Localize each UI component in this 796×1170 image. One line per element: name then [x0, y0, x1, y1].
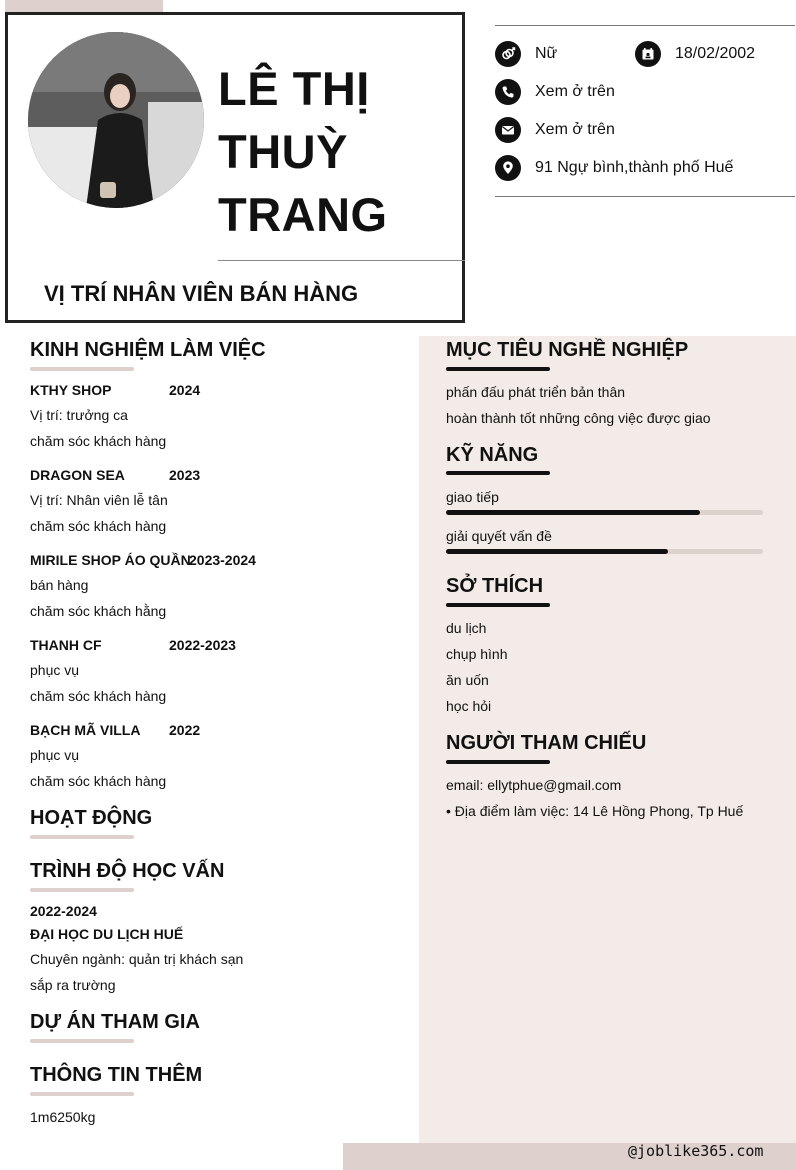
- objective-line: hoàn thành tốt những công việc được giao: [446, 410, 711, 426]
- phone-value: Xem ở trên: [535, 83, 615, 100]
- contact-divider-bottom: [495, 196, 795, 197]
- experience-year: 2022: [169, 722, 201, 738]
- hobby-item: du lịch: [446, 620, 487, 636]
- education-school: ĐẠI HỌC DU LỊCH HUẾ: [30, 926, 184, 942]
- extra-info-text: 1m6250kg: [30, 1109, 96, 1125]
- experience-company: THANH CF: [30, 637, 102, 653]
- contact-divider-top: [495, 25, 795, 26]
- projects-underline: [30, 1039, 134, 1043]
- experience-year: 2022-2023: [169, 637, 236, 653]
- objective-heading: MỤC TIÊU NGHỀ NGHIỆP: [446, 339, 689, 361]
- experience-detail: chăm sóc khách hằng: [30, 603, 167, 619]
- name-divider: [218, 260, 465, 261]
- experience-underline: [30, 367, 134, 371]
- gender-icon: [495, 41, 521, 67]
- hobby-item: chụp hình: [446, 646, 508, 662]
- name-line-1: LÊ THỊ: [218, 62, 370, 115]
- experience-company: KTHY SHOP: [30, 382, 112, 398]
- hobbies-underline: [446, 603, 550, 607]
- hobby-item: ăn uốn: [446, 672, 489, 688]
- full-name: [218, 57, 388, 246]
- experience-detail: phục vụ: [30, 747, 80, 763]
- contact-email: [495, 117, 615, 143]
- experience-detail: Vị trí: trưởng ca: [30, 407, 128, 423]
- education-years: 2022-2024: [30, 903, 97, 919]
- objective-underline: [446, 367, 550, 371]
- skill-bar-fill: [446, 510, 700, 515]
- experience-detail: chăm sóc khách hàng: [30, 518, 167, 534]
- birthday-value: 18/02/2002: [675, 45, 756, 62]
- email-icon: [495, 117, 521, 143]
- contact-gender: [495, 41, 557, 67]
- reference-email: email: ellytphue@gmail.com: [446, 777, 622, 793]
- job-position: VỊ TRÍ NHÂN VIÊN BÁN HÀNG: [44, 281, 359, 306]
- skill-bar: [446, 549, 763, 554]
- header-card: [5, 12, 465, 323]
- experience-company: DRAGON SEA: [30, 467, 125, 483]
- avatar: [28, 32, 204, 208]
- experience-year: 2024: [169, 382, 201, 398]
- calendar-icon: [635, 41, 661, 67]
- extra-info-heading: THÔNG TIN THÊM: [30, 1064, 203, 1086]
- skills-underline: [446, 471, 550, 475]
- activities-heading: HOẠT ĐỘNG: [30, 807, 153, 829]
- activities-underline: [30, 835, 134, 839]
- experience-detail: bán hàng: [30, 577, 89, 593]
- experience-detail: chăm sóc khách hàng: [30, 688, 167, 704]
- skill-bar: [446, 510, 763, 515]
- name-line-3: TRANG: [218, 188, 388, 241]
- skill-name: giao tiếp: [446, 489, 499, 505]
- experience-detail: chăm sóc khách hàng: [30, 773, 167, 789]
- education-underline: [30, 888, 134, 892]
- experience-detail: chăm sóc khách hàng: [30, 433, 167, 449]
- experience-year: 2023: [169, 467, 201, 483]
- references-underline: [446, 760, 550, 764]
- projects-heading: DỰ ÁN THAM GIA: [30, 1011, 200, 1033]
- experience-year: 2023-2024: [189, 552, 256, 568]
- address-value: 91 Ngự bình,thành phố Huế: [535, 159, 734, 176]
- experience-detail: phục vụ: [30, 662, 80, 678]
- name-line-2: THUỲ: [218, 125, 348, 178]
- skill-name: giải quyết vấn đề: [446, 528, 552, 544]
- hobby-item: học hỏi: [446, 698, 492, 714]
- hobbies-heading: SỞ THÍCH: [446, 575, 544, 597]
- experience-company: BẠCH MÃ VILLA: [30, 722, 141, 738]
- watermark: @joblike365.com: [628, 1142, 764, 1160]
- education-major: Chuyên ngành: quản trị khách sạn: [30, 951, 244, 967]
- experience-detail: Vị trí: Nhân viên lễ tân: [30, 492, 168, 508]
- contact-address: [495, 155, 733, 181]
- extra-info-underline: [30, 1092, 134, 1096]
- skill-bar-fill: [446, 549, 668, 554]
- contact-birthday: [635, 41, 755, 67]
- education-heading: TRÌNH ĐỘ HỌC VẤN: [30, 860, 225, 882]
- phone-icon: [495, 79, 521, 105]
- gender-value: Nữ: [535, 45, 558, 62]
- experience-company: MIRILE SHOP ÁO QUẦN: [30, 552, 191, 568]
- email-value: Xem ở trên: [535, 121, 615, 138]
- experience-heading: KINH NGHIỆM LÀM VIỆC: [30, 339, 266, 361]
- location-icon: [495, 155, 521, 181]
- profile-photo: [28, 32, 204, 208]
- skills-heading: KỸ NĂNG: [446, 444, 539, 466]
- education-status: sắp ra trường: [30, 977, 116, 993]
- objective-line: phấn đấu phát triển bản thân: [446, 384, 626, 400]
- reference-workplace: • Địa điểm làm việc: 14 Lê Hồng Phong, Tp Huế: [446, 803, 744, 819]
- contact-phone: [495, 79, 615, 105]
- references-heading: NGƯỜI THAM CHIẾU: [446, 732, 647, 754]
